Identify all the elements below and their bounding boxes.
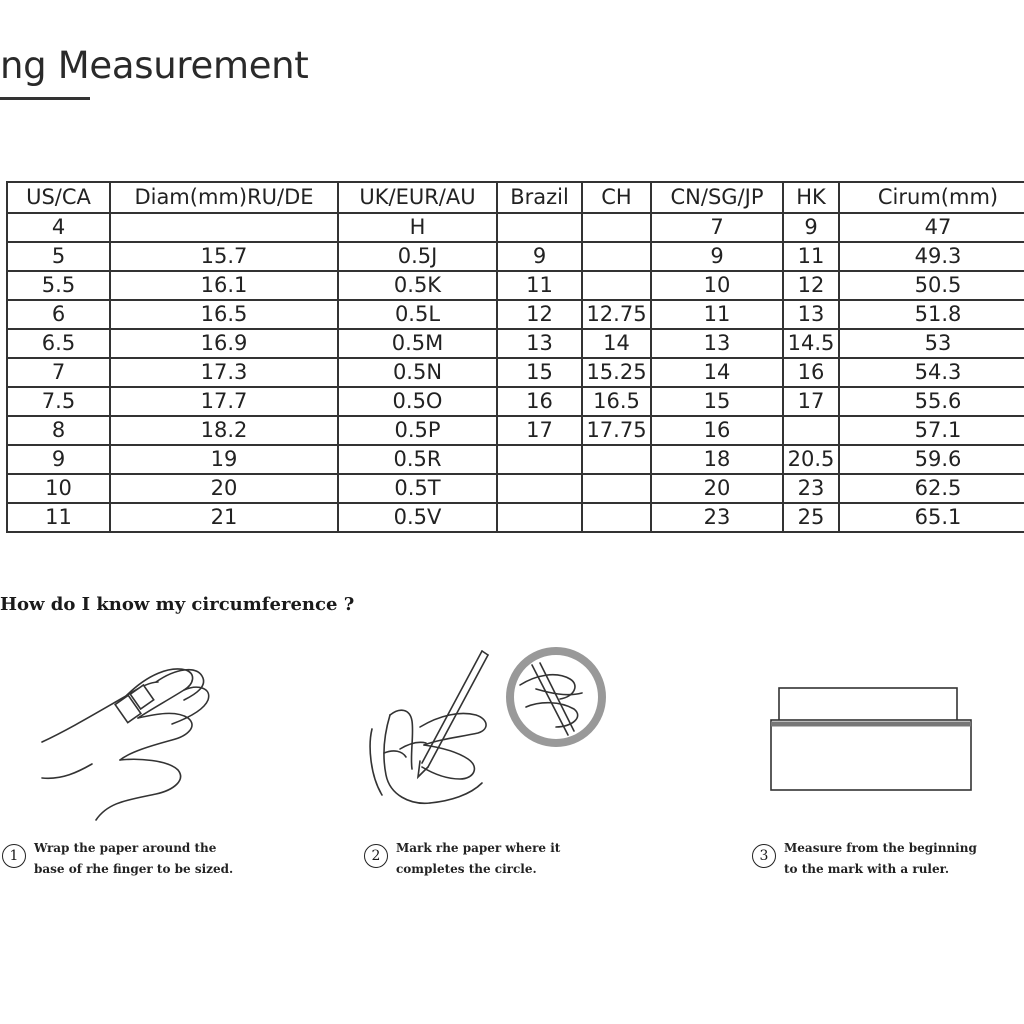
table-cell: 65.1 <box>839 503 1024 532</box>
step-3-number: 3 <box>752 844 776 868</box>
table-cell: 5.5 <box>7 271 110 300</box>
table-cell: 10 <box>7 474 110 503</box>
table-cell: 17 <box>783 387 839 416</box>
table-cell: 0.5V <box>338 503 497 532</box>
table-cell: 9 <box>497 242 582 271</box>
table-cell: 9 <box>651 242 783 271</box>
table-cell: 15.25 <box>582 358 651 387</box>
table-cell: 16.1 <box>110 271 338 300</box>
col-header-cirum: Cirum(mm) <box>839 182 1024 213</box>
table-cell: 0.5L <box>338 300 497 329</box>
table-cell: 55.6 <box>839 387 1024 416</box>
table-cell: 16.5 <box>110 300 338 329</box>
table-cell: 50.5 <box>839 271 1024 300</box>
table-cell: 62.5 <box>839 474 1024 503</box>
table-row <box>7 416 1024 445</box>
table-cell: 53 <box>839 329 1024 358</box>
table-cell: 11 <box>497 271 582 300</box>
col-header-us-ca: US/CA <box>7 182 110 213</box>
table-cell: 23 <box>783 474 839 503</box>
table-cell: 54.3 <box>839 358 1024 387</box>
table-cell: 0.5J <box>338 242 497 271</box>
table-cell: 17 <box>497 416 582 445</box>
table-cell: 17.3 <box>110 358 338 387</box>
table-cell: 16.5 <box>582 387 651 416</box>
table-row <box>7 213 1024 242</box>
table-cell: 7 <box>651 213 783 242</box>
table-body <box>7 213 1024 532</box>
table-row <box>7 271 1024 300</box>
table-cell: 23 <box>651 503 783 532</box>
table-cell: 12.75 <box>582 300 651 329</box>
table-cell <box>582 242 651 271</box>
table-cell: 0.5M <box>338 329 497 358</box>
table-cell: 18 <box>651 445 783 474</box>
table-cell: 21 <box>110 503 338 532</box>
table-cell: 20.5 <box>783 445 839 474</box>
col-header-diam: Diam(mm)RU/DE <box>110 182 338 213</box>
table-cell: 17.75 <box>582 416 651 445</box>
table-cell: 17.7 <box>110 387 338 416</box>
table-row <box>7 300 1024 329</box>
table-cell <box>582 474 651 503</box>
table-row <box>7 329 1024 358</box>
table-cell: 11 <box>651 300 783 329</box>
table-cell: 7 <box>7 358 110 387</box>
table-cell: 8 <box>7 416 110 445</box>
table-cell: 0.5T <box>338 474 497 503</box>
table-cell: 4 <box>7 213 110 242</box>
table-cell: 6 <box>7 300 110 329</box>
table-cell: 25 <box>783 503 839 532</box>
table-header-row <box>7 182 1024 213</box>
table-cell <box>497 445 582 474</box>
table-row <box>7 503 1024 532</box>
table-cell: 47 <box>839 213 1024 242</box>
table-cell <box>582 271 651 300</box>
col-header-hk: HK <box>783 182 839 213</box>
table-cell <box>582 445 651 474</box>
table-cell: 14.5 <box>783 329 839 358</box>
step-3-line2: to the mark with a ruler. <box>784 862 950 876</box>
table-cell: 11 <box>783 242 839 271</box>
step-3 <box>752 838 977 880</box>
table-cell: 12 <box>783 271 839 300</box>
table-cell <box>497 213 582 242</box>
step-2-line2: completes the circle. <box>396 862 537 876</box>
table-row <box>7 358 1024 387</box>
table-cell: 11 <box>7 503 110 532</box>
table-cell: 15.7 <box>110 242 338 271</box>
step-1-line2: base of rhe finger to be sized. <box>34 862 234 876</box>
table-cell: 0.5N <box>338 358 497 387</box>
table-cell: 14 <box>582 329 651 358</box>
table-cell: 0.5R <box>338 445 497 474</box>
table-cell: H <box>338 213 497 242</box>
step-1-number: 1 <box>2 844 26 868</box>
col-header-brazil: Brazil <box>497 182 582 213</box>
table-cell: 7.5 <box>7 387 110 416</box>
table-cell: 15 <box>497 358 582 387</box>
step-2 <box>364 838 560 880</box>
table-cell: 19 <box>110 445 338 474</box>
table-cell: 0.5P <box>338 416 497 445</box>
table-cell <box>497 474 582 503</box>
table-row <box>7 387 1024 416</box>
table-row <box>7 445 1024 474</box>
table-cell: 10 <box>651 271 783 300</box>
table-cell <box>110 213 338 242</box>
hand-wrap-icon <box>38 660 218 830</box>
table-cell <box>497 503 582 532</box>
step-1-line1: Wrap the paper around the <box>34 841 217 855</box>
title-underline <box>0 97 90 100</box>
step-1 <box>2 838 233 880</box>
table-cell <box>582 503 651 532</box>
table-cell <box>582 213 651 242</box>
circumference-question: How do I know my circumference ? <box>0 594 355 615</box>
step-2-line1: Mark rhe paper where it <box>396 841 561 855</box>
table-cell: 16.9 <box>110 329 338 358</box>
table-cell: 49.3 <box>839 242 1024 271</box>
table-cell <box>783 416 839 445</box>
table-cell: 16 <box>497 387 582 416</box>
ruler-icon <box>768 686 974 794</box>
table-cell: 9 <box>7 445 110 474</box>
col-header-cn: CN/SG/JP <box>651 182 783 213</box>
table-cell: 12 <box>497 300 582 329</box>
page-title: ng Measurement <box>0 44 309 87</box>
table-cell: 14 <box>651 358 783 387</box>
col-header-ch: CH <box>582 182 651 213</box>
table-cell: 20 <box>110 474 338 503</box>
table-cell: 18.2 <box>110 416 338 445</box>
table-cell: 51.8 <box>839 300 1024 329</box>
table-cell: 59.6 <box>839 445 1024 474</box>
table-cell: 57.1 <box>839 416 1024 445</box>
table-cell: 16 <box>651 416 783 445</box>
step-2-number: 2 <box>364 844 388 868</box>
table-cell: 9 <box>783 213 839 242</box>
table-cell: 5 <box>7 242 110 271</box>
table-cell: 20 <box>651 474 783 503</box>
table-cell: 6.5 <box>7 329 110 358</box>
table-cell: 16 <box>783 358 839 387</box>
table-cell: 0.5K <box>338 271 497 300</box>
table-cell: 15 <box>651 387 783 416</box>
step-3-line1: Measure from the beginning <box>784 841 977 855</box>
table-row <box>7 242 1024 271</box>
ring-size-table <box>6 181 1024 533</box>
table-cell: 0.5O <box>338 387 497 416</box>
table-cell: 13 <box>497 329 582 358</box>
table-cell: 13 <box>651 329 783 358</box>
table-row <box>7 474 1024 503</box>
col-header-uk: UK/EUR/AU <box>338 182 497 213</box>
table-cell: 13 <box>783 300 839 329</box>
pen-mark-icon <box>360 645 620 825</box>
